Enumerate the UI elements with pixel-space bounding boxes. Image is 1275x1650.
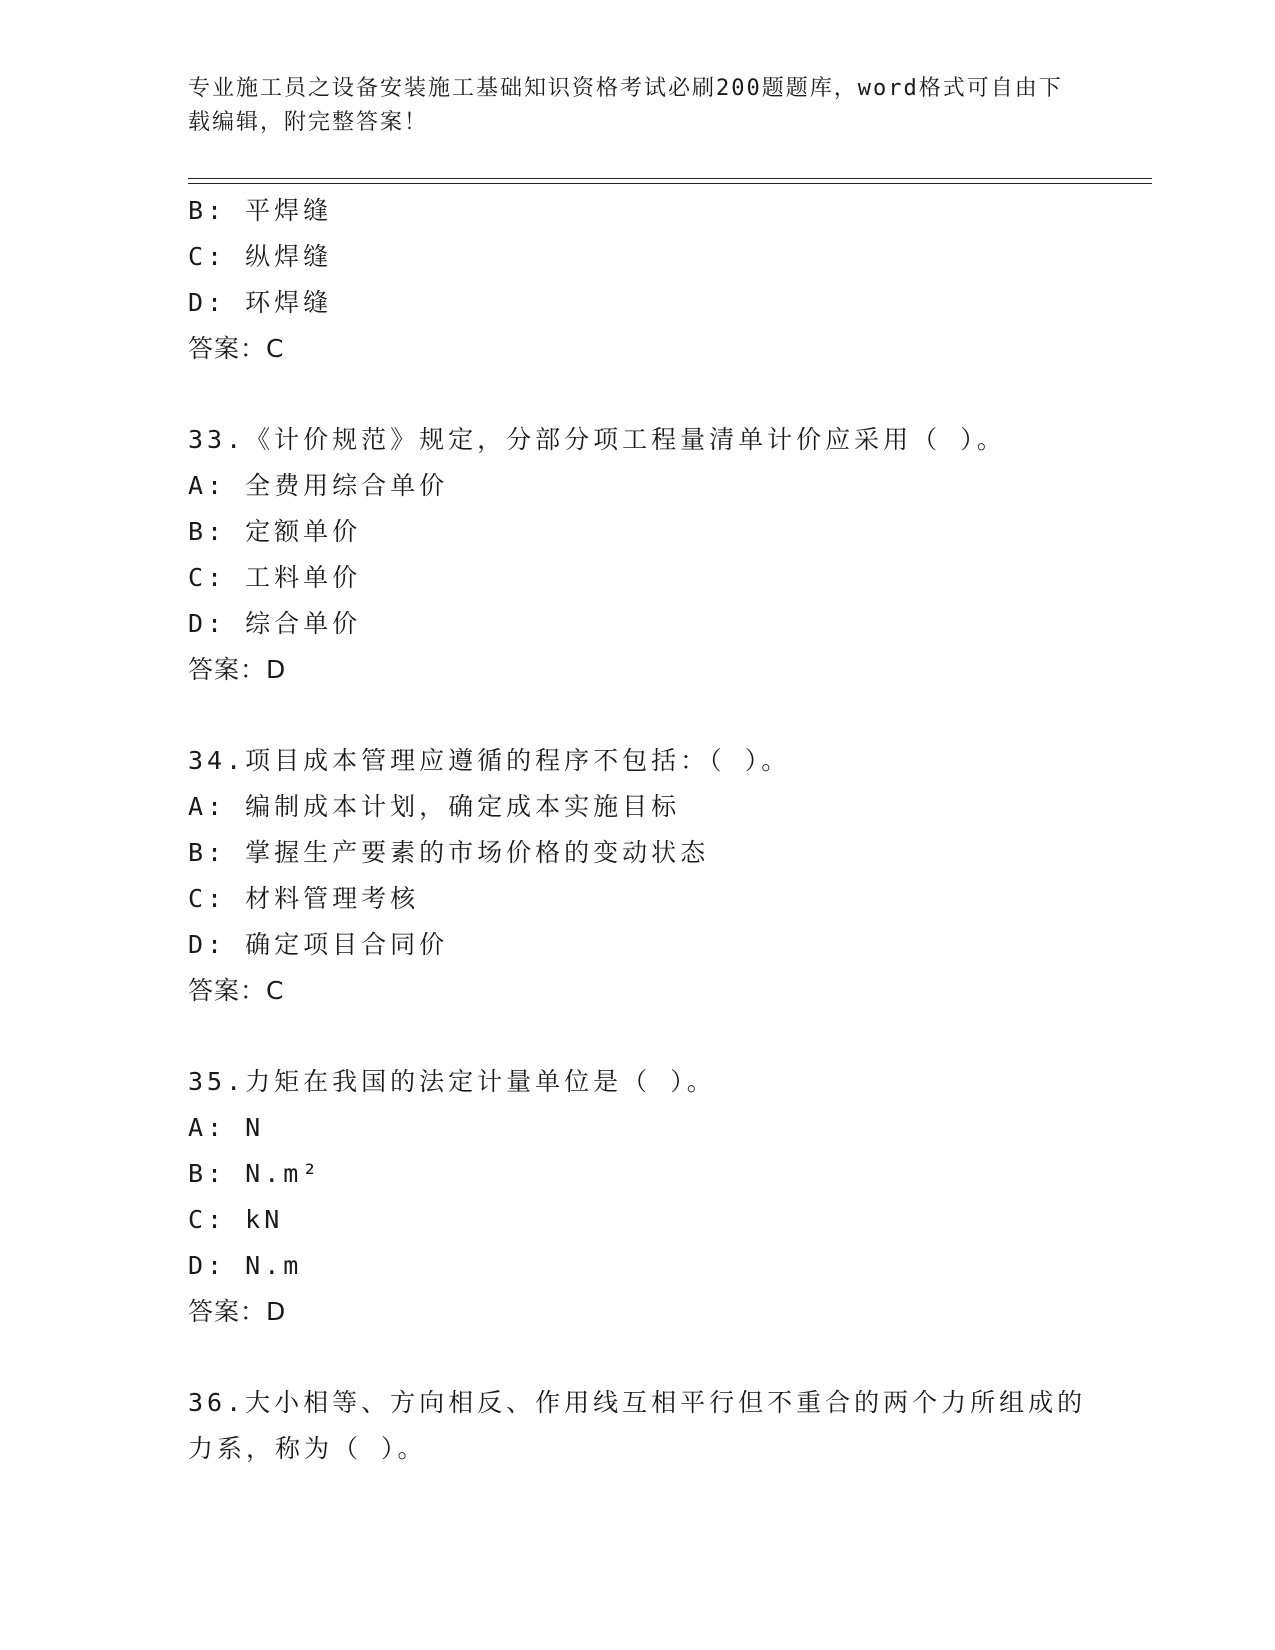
option-b: B: 平焊缝 [188, 196, 333, 225]
question-list [188, 188, 1088, 1472]
option-d: D: 综合单价 [188, 609, 362, 638]
question-text: 34.项目成本管理应遵循的程序不包括：（ ）。 [188, 746, 791, 775]
document-header: 专业施工员之设备安装施工基础知识资格考试必刷200题题库，word格式可自由下载编辑，附完整答案！ [188, 76, 1063, 135]
question-block-34 [188, 738, 1088, 1014]
option-d: D: 确定项目合同价 [188, 930, 449, 959]
question-block-continued [188, 188, 1088, 372]
answer-line: 答案：D [188, 655, 287, 684]
question-text: 35.力矩在我国的法定计量单位是（ ）。 [188, 1067, 716, 1096]
option-a: A: 全费用综合单价 [188, 471, 449, 500]
option-d: D: N.m [188, 1251, 303, 1280]
option-c: C: kN [188, 1205, 284, 1234]
answer-line: 答案：C [188, 976, 285, 1005]
question-block-35 [188, 1059, 1088, 1335]
question-text: 36.大小相等、方向相反、作用线互相平行但不重合的两个力所组成的力系，称为（ ）。 [188, 1388, 1087, 1463]
option-c: C: 纵焊缝 [188, 242, 333, 271]
option-c: C: 材料管理考核 [188, 884, 420, 913]
option-b: B: N.m² [188, 1159, 322, 1188]
header-divider-top [188, 178, 1152, 179]
option-c: C: 工料单价 [188, 563, 362, 592]
answer-line: 答案：C [188, 334, 285, 363]
question-block-33 [188, 417, 1088, 693]
question-text: 33.《计价规范》规定，分部分项工程量清单计价应采用（ ）。 [188, 425, 1006, 454]
question-block-36 [188, 1380, 1088, 1472]
header-divider-bottom [188, 183, 1152, 184]
option-b: B: 掌握生产要素的市场价格的变动状态 [188, 838, 710, 867]
option-d: D: 环焊缝 [188, 288, 333, 317]
option-a: A: N [188, 1113, 265, 1142]
answer-line: 答案：D [188, 1297, 287, 1326]
option-b: B: 定额单价 [188, 517, 362, 546]
option-a: A: 编制成本计划，确定成本实施目标 [188, 792, 681, 821]
